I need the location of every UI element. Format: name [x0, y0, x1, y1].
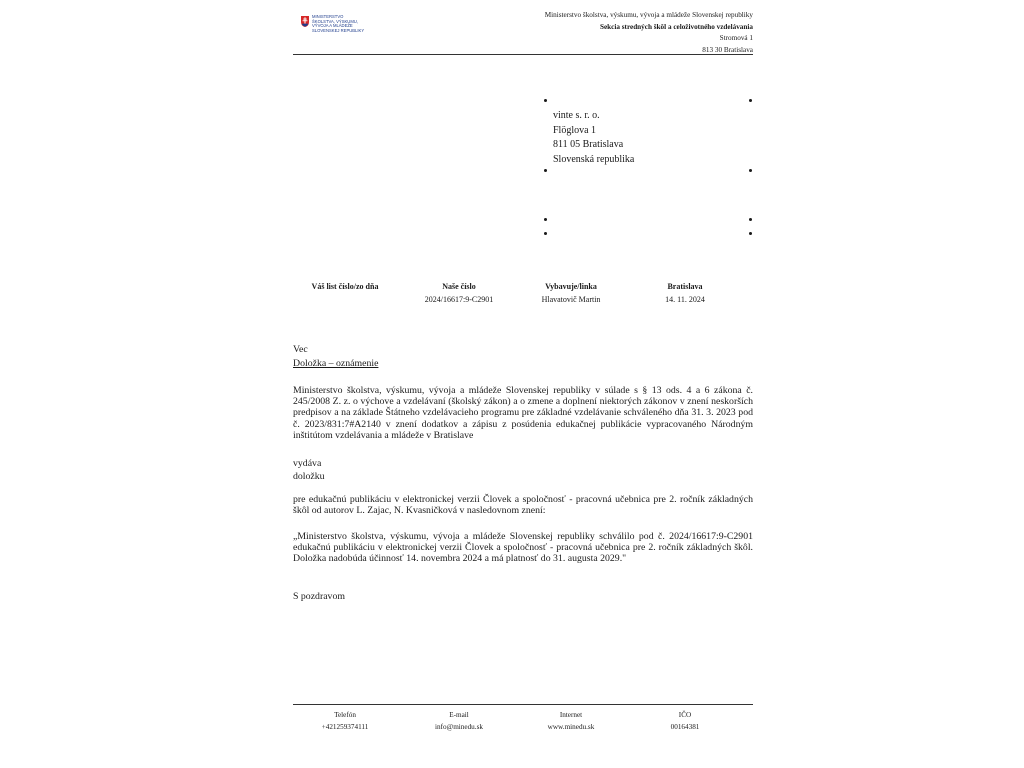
address-window-mark [544, 169, 547, 172]
slovak-coat-of-arms-icon [301, 16, 309, 27]
place-label: Bratislava [667, 282, 703, 291]
recipient-city: 811 05 Bratislava [553, 139, 624, 150]
our-reference [411, 280, 507, 306]
footer-divider [293, 704, 753, 705]
address-window-mark [749, 99, 752, 102]
footer-phone-label: Telefón [334, 711, 356, 719]
sender-address [545, 10, 753, 56]
subject-title: Doložka – oznámenie [293, 358, 379, 369]
our-reference-label: Naše číslo [442, 282, 476, 291]
subject-block [293, 343, 753, 371]
logo-line: MINISTERSTVO [312, 14, 344, 19]
address-window-mark [749, 232, 752, 235]
closing-greeting: S pozdravom [293, 591, 345, 602]
our-reference-value: 2024/16617:9-C2901 [424, 295, 494, 304]
address-window-mark [749, 169, 752, 172]
recipient-country: Slovenská republika [553, 153, 635, 165]
footer-phone-value: +421259374111 [321, 723, 369, 731]
sender-section: Sekcia stredných škôl a celoživotného vzdelávania [599, 22, 753, 31]
issue-block [293, 458, 753, 483]
footer-phone [293, 709, 397, 733]
address-window-mark [544, 232, 547, 235]
sender-city: 813 30 Bratislava [702, 45, 753, 54]
paragraph-legal-basis: Ministerstvo školstva, výskumu, vývoja a mládeže Slovenskej republiky v súlade s § 13 ods. 4 a 6 zákona č. 245/2008 Z. z. o výchove a vzdelávaní (školský zákon) a o zmene a doplnení niektorých zákonov v znení neskorších predpisov a na základe Štátneho vzdelávacieho programu pre základné vzdelávanie schváleného dňa 31. 3. 2023 pod č. 2023/831:7#A2140 v znení dodatkov a zápisu z posúdenia edukačnej publikácie vypracovaného Národným inštitútom vzdelávania a mládeže v Bratislave [293, 385, 753, 441]
issues-word: vydáva [293, 458, 322, 469]
your-reference-label: Váš list číslo/zo dňa [311, 282, 379, 291]
header-divider [293, 54, 753, 55]
subject-label: Vec [293, 344, 308, 355]
footer-ico [643, 709, 727, 733]
footer-ico-value: 00164381 [670, 723, 700, 731]
footer-email-value: info@minedu.sk [435, 723, 483, 731]
handled-by-value: Hlavatovič Martin [541, 295, 601, 304]
footer-email [411, 709, 507, 733]
address-window-mark [749, 218, 752, 221]
paragraph-publication: pre edukačnú publikáciu v elektronickej verzii Človek a spoločnosť - pracovná učebnica pre 2. ročník základných škôl od autorov L. Zajac, N. Kvasničková v nasledovnom znení: [293, 494, 753, 517]
logo-line: SLOVENSKEJ REPUBLIKY [312, 28, 365, 34]
handled-by-label: Vybavuje/linka [545, 282, 597, 291]
logo-text [312, 15, 364, 34]
clause-word: doložku [293, 470, 325, 482]
sender-street: Stromová 1 [719, 34, 753, 42]
logo-line: ŠKOLSTVA, VÝSKUMU, [312, 18, 358, 24]
clause-quote: „Ministerstvo školstva, výskumu, vývoja a mládeže Slovenskej republiky schválilo pod č. 2024/16617:9-C2901 edukačnú publikáciu v elektronickej verzii Človek a spoločnosť - pracovná učebnica pre 2. ročník základných škôl. Doložka nadobúda účinnosť 14. novembra 2024 a má platnosť do 31. augusta 2029." [293, 531, 753, 565]
recipient-street: Flöglova 1 [553, 124, 597, 136]
address-window-mark [544, 99, 547, 102]
footer-web-value: www.minedu.sk [547, 723, 595, 731]
footer-ico-label: IČO [678, 711, 692, 719]
sender-ministry: Ministerstvo školstva, výskumu, vývoja a mládeže Slovenskej republiky [544, 11, 753, 19]
footer-email-label: E-mail [449, 711, 469, 719]
date-value: 14. 11. 2024 [665, 295, 705, 304]
place-date [643, 280, 727, 306]
handled-by [525, 280, 617, 306]
your-reference [293, 280, 397, 293]
recipient-address [553, 109, 634, 167]
footer-web [525, 709, 617, 733]
logo-line: VÝVOJA A MLÁDEŽE [312, 23, 353, 29]
ministry-logo [301, 15, 371, 37]
letter-page [293, 0, 753, 768]
footer-web-label: Internet [559, 711, 583, 719]
recipient-name: vinte s. r. o. [553, 110, 600, 121]
address-window-mark [544, 218, 547, 221]
